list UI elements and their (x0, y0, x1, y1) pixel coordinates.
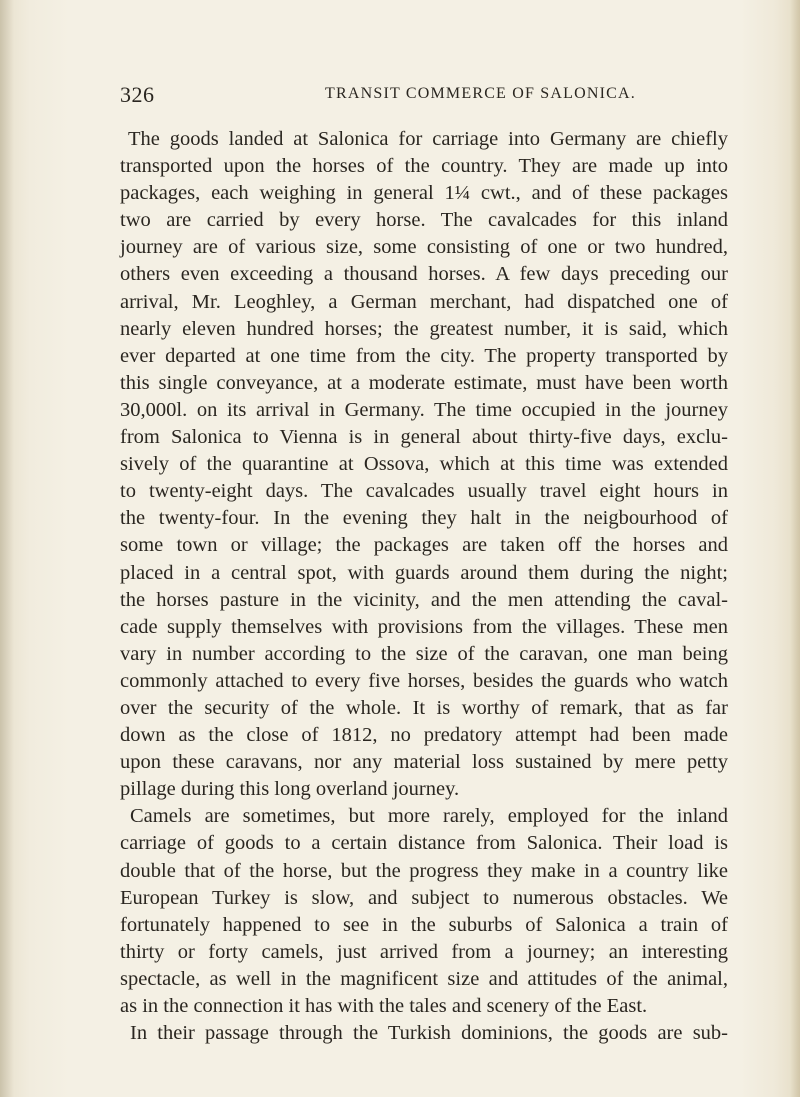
paragraph-end-line: as in the connection it has with the tales and scenery of the East. (120, 995, 648, 1017)
text-line: European Turkey is slow, and subject to numerous obstacles. We (120, 886, 728, 909)
body-text (120, 126, 728, 1047)
page-edge (790, 0, 800, 1097)
page-header (120, 82, 720, 112)
text-line: others even exceeding a thousand horses. A few days preceding our (120, 263, 728, 286)
running-title: TRANSIT COMMERCE OF SALONICA. (325, 85, 636, 102)
text-line: the twenty-four. In the evening they halt in the neigbourhood of (120, 507, 728, 530)
text-line: this single conveyance, at a moderate estimate, must have been worth (120, 371, 728, 394)
text-line: some town or village; the packages are taken off the horses and (120, 534, 728, 557)
text-line: sively of the quarantine at Ossova, which at this time was extended (120, 453, 728, 476)
text-line: the horses pasture in the vicinity, and the men attending the caval- (120, 588, 728, 611)
text-line: from Salonica to Vienna is in general about thirty-five days, exclu- (120, 426, 728, 449)
text-line: 30,000l. on its arrival in Germany. The time occupied in the journey (120, 398, 728, 421)
text-line: packages, each weighing in general 1¼ cwt., and of these packages (120, 182, 728, 205)
text-line: journey are of various size, some consisting of one or two hundred, (120, 236, 728, 259)
text-line: down as the close of 1812, no predatory attempt had been made (120, 724, 728, 747)
text-line: thirty or forty camels, just arrived from a journey; an interesting (120, 940, 728, 963)
text-line: nearly eleven hundred horses; the greatest number, it is said, which (120, 317, 728, 340)
text-line: commonly attached to every five horses, besides the guards who watch (120, 669, 728, 692)
page-number: 326 (120, 82, 155, 107)
text-line: carriage of goods to a certain distance from Salonica. Their load is (120, 832, 728, 855)
text-line: spectacle, as well in the magnificent size and attitudes of the animal, (120, 967, 728, 990)
gutter-shadow (0, 0, 14, 1097)
text-line: upon these caravans, nor any material loss sustained by mere petty (120, 751, 728, 774)
text-line: to twenty-eight days. The cavalcades usually travel eight hours in (120, 480, 728, 503)
text-line: over the security of the whole. It is worthy of remark, that as far (120, 696, 728, 719)
text-line: vary in number according to the size of the caravan, one man being (120, 642, 728, 665)
text-line: cade supply themselves with provisions from the villages. These men (120, 615, 728, 638)
text-line: transported upon the horses of the country. They are made up into (120, 155, 728, 178)
text-line: arrival, Mr. Leoghley, a German merchant, had dispatched one of (120, 290, 728, 313)
text-line: Camels are sometimes, but more rarely, employed for the inland (130, 805, 728, 828)
text-line: fortunately happened to see in the suburbs of Salonica a train of (120, 913, 728, 936)
paragraph-end-line: pillage during this long overland journey. (120, 778, 460, 801)
text-line: The goods landed at Salonica for carriage into Germany are chiefly (128, 128, 728, 150)
text-line: ever departed at one time from the city. The property transported by (120, 344, 728, 367)
text-line: double that of the horse, but the progress they make in a country like (120, 859, 728, 882)
text-line: In their passage through the Turkish dominions, the goods are sub- (130, 1022, 728, 1045)
text-line: placed in a central spot, with guards around them during the night; (120, 561, 728, 584)
text-line: two are carried by every horse. The cavalcades for this inland (120, 209, 728, 232)
